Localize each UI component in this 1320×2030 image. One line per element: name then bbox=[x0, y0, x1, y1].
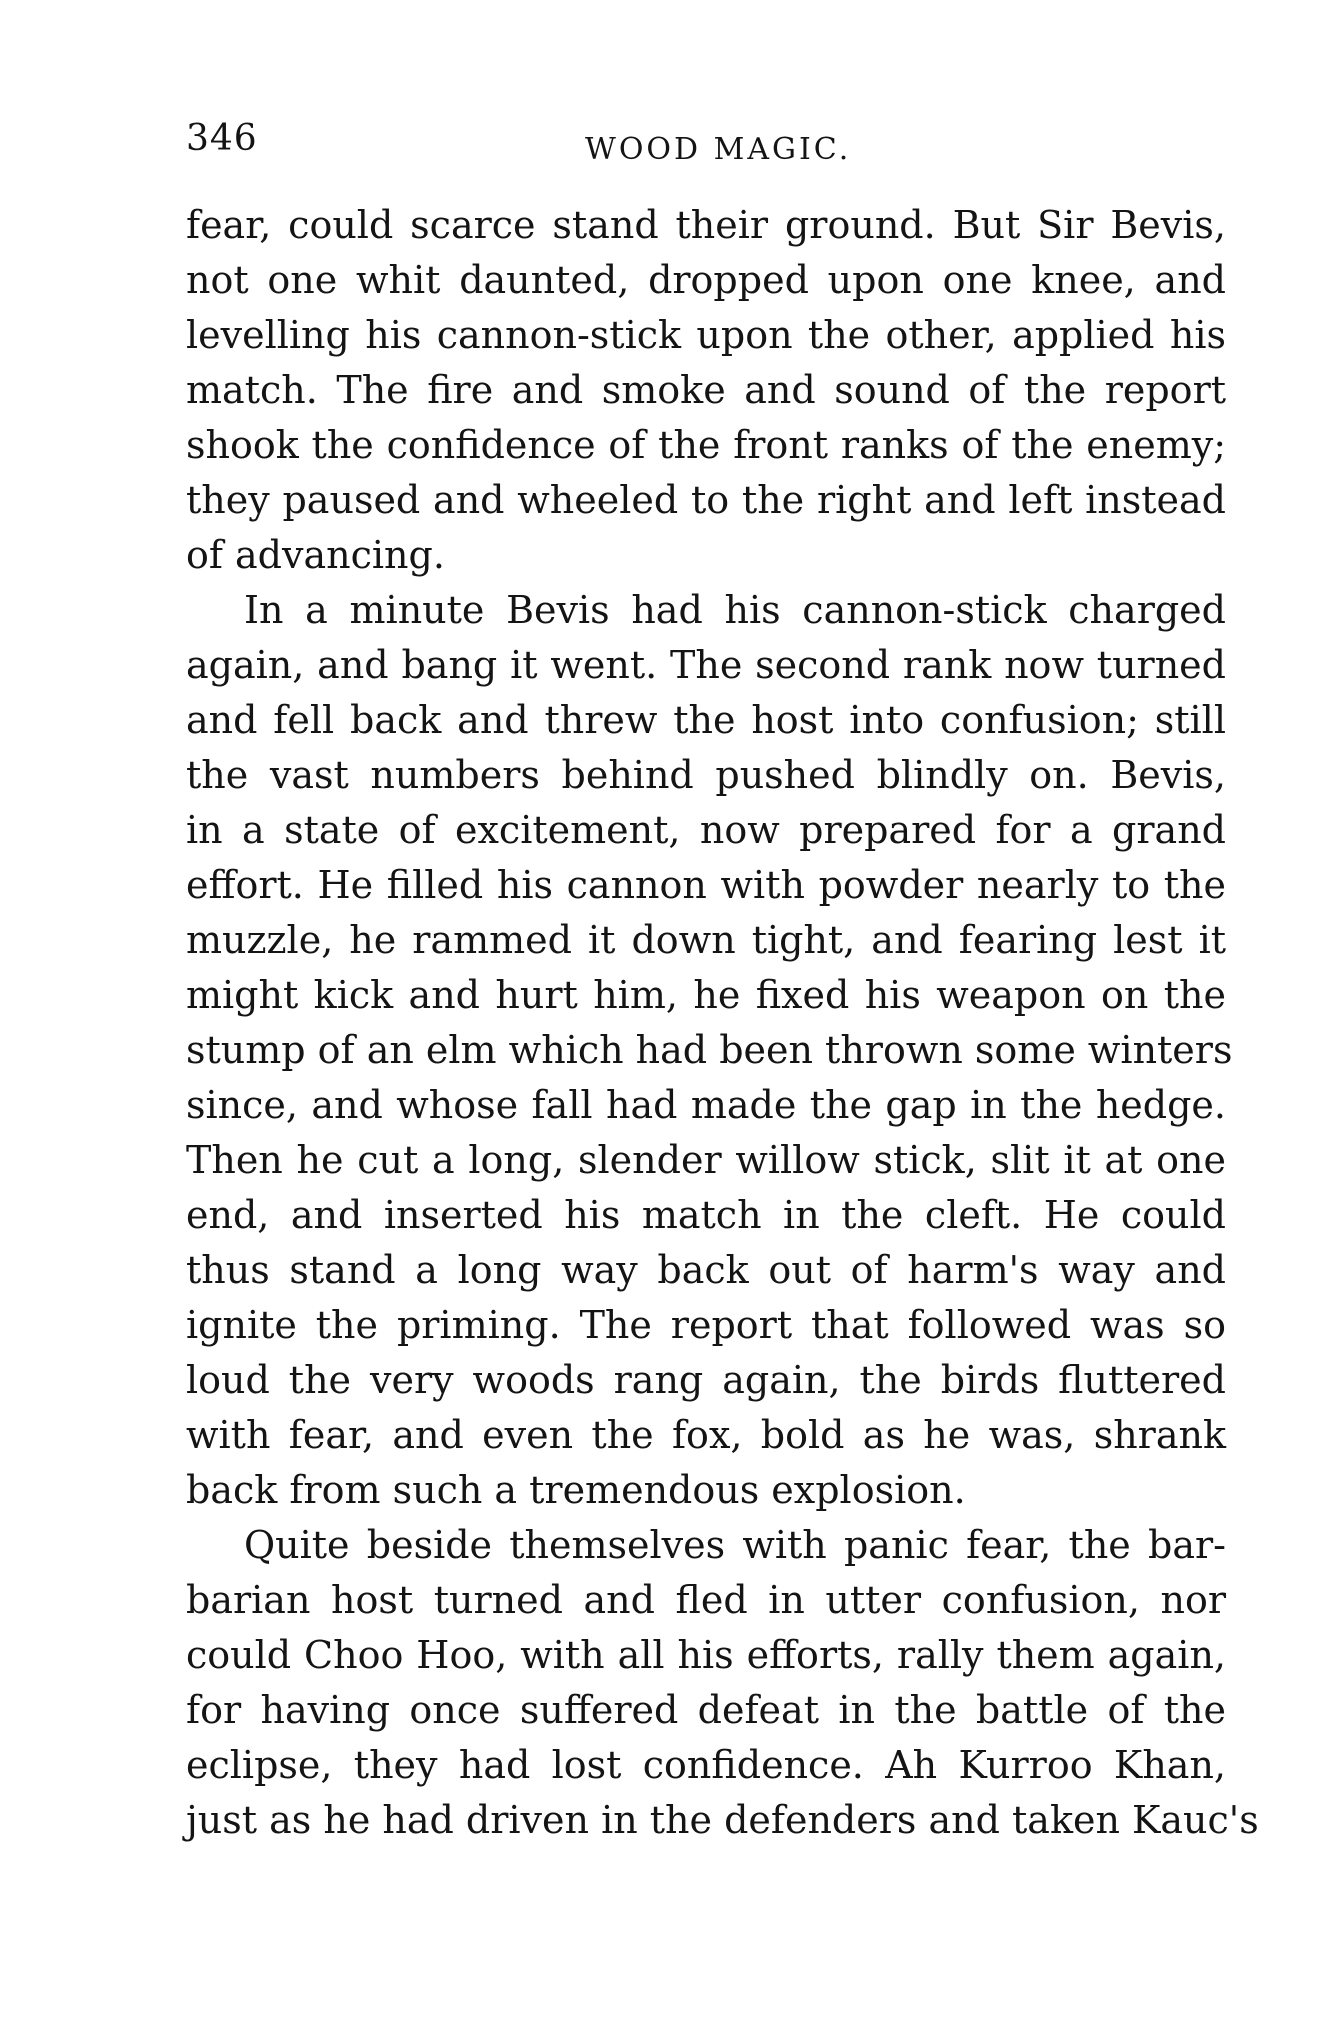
paragraph-start-line: Quite beside themselves with panic fear, the bar- bbox=[244, 1523, 1226, 1567]
text-line: shook the confidence of the front ranks of the enemy; bbox=[186, 423, 1226, 467]
text-line: back from such a tremendous explosion. bbox=[186, 1468, 966, 1512]
text-line: since, and whose fall had made the gap in the hedge. bbox=[186, 1083, 1226, 1127]
paragraph-start-line: In a minute Bevis had his cannon-stick charged bbox=[244, 588, 1226, 632]
text-line: loud the very woods rang again, the birds fluttered bbox=[186, 1358, 1226, 1402]
text-line: in a state of excitement, now prepared for a grand bbox=[186, 808, 1226, 852]
text-line: for having once suffered defeat in the battle of the bbox=[186, 1688, 1226, 1732]
text-line: barian host turned and fled in utter confusion, nor bbox=[186, 1578, 1226, 1622]
text-line: again, and bang it went. The second rank now turned bbox=[186, 643, 1226, 687]
page-number: 346 bbox=[186, 118, 258, 159]
text-line: just as he had driven in the defenders and taken Kauc's bbox=[186, 1798, 1259, 1842]
text-line: match. The fire and smoke and sound of the report bbox=[186, 368, 1226, 412]
text-line: the vast numbers behind pushed blindly on. Bevis, bbox=[186, 753, 1226, 797]
text-line: of advancing. bbox=[186, 533, 445, 577]
text-line: end, and inserted his match in the cleft. He could bbox=[186, 1193, 1226, 1237]
text-line: levelling his cannon-stick upon the other, applied his bbox=[186, 313, 1226, 357]
text-line: muzzle, he rammed it down tight, and fearing lest it bbox=[186, 918, 1226, 962]
text-line: not one whit daunted, dropped upon one knee, and bbox=[186, 258, 1226, 302]
text-line: could Choo Hoo, with all his efforts, rally them again, bbox=[186, 1633, 1226, 1677]
text-line: thus stand a long way back out of harm's way and bbox=[186, 1248, 1226, 1292]
text-line: ignite the priming. The report that followed was so bbox=[186, 1303, 1226, 1347]
text-line: effort. He filled his cannon with powder nearly to the bbox=[186, 863, 1226, 907]
text-line: they paused and wheeled to the right and left instead bbox=[186, 478, 1226, 522]
text-line: eclipse, they had lost confidence. Ah Kurroo Khan, bbox=[186, 1743, 1226, 1787]
text-line: might kick and hurt him, he fixed his weapon on the bbox=[186, 973, 1226, 1017]
text-line: and fell back and threw the host into confusion; still bbox=[186, 698, 1226, 742]
body-text bbox=[186, 198, 1259, 1848]
text-line: stump of an elm which had been thrown some winters bbox=[186, 1028, 1233, 1072]
text-line: fear, could scarce stand their ground. But Sir Bevis, bbox=[186, 203, 1226, 247]
running-title: WOOD MAGIC. bbox=[585, 132, 852, 167]
text-line: Then he cut a long, slender willow stick, slit it at one bbox=[186, 1138, 1226, 1182]
text-line: with fear, and even the fox, bold as he was, shrank bbox=[186, 1413, 1226, 1457]
